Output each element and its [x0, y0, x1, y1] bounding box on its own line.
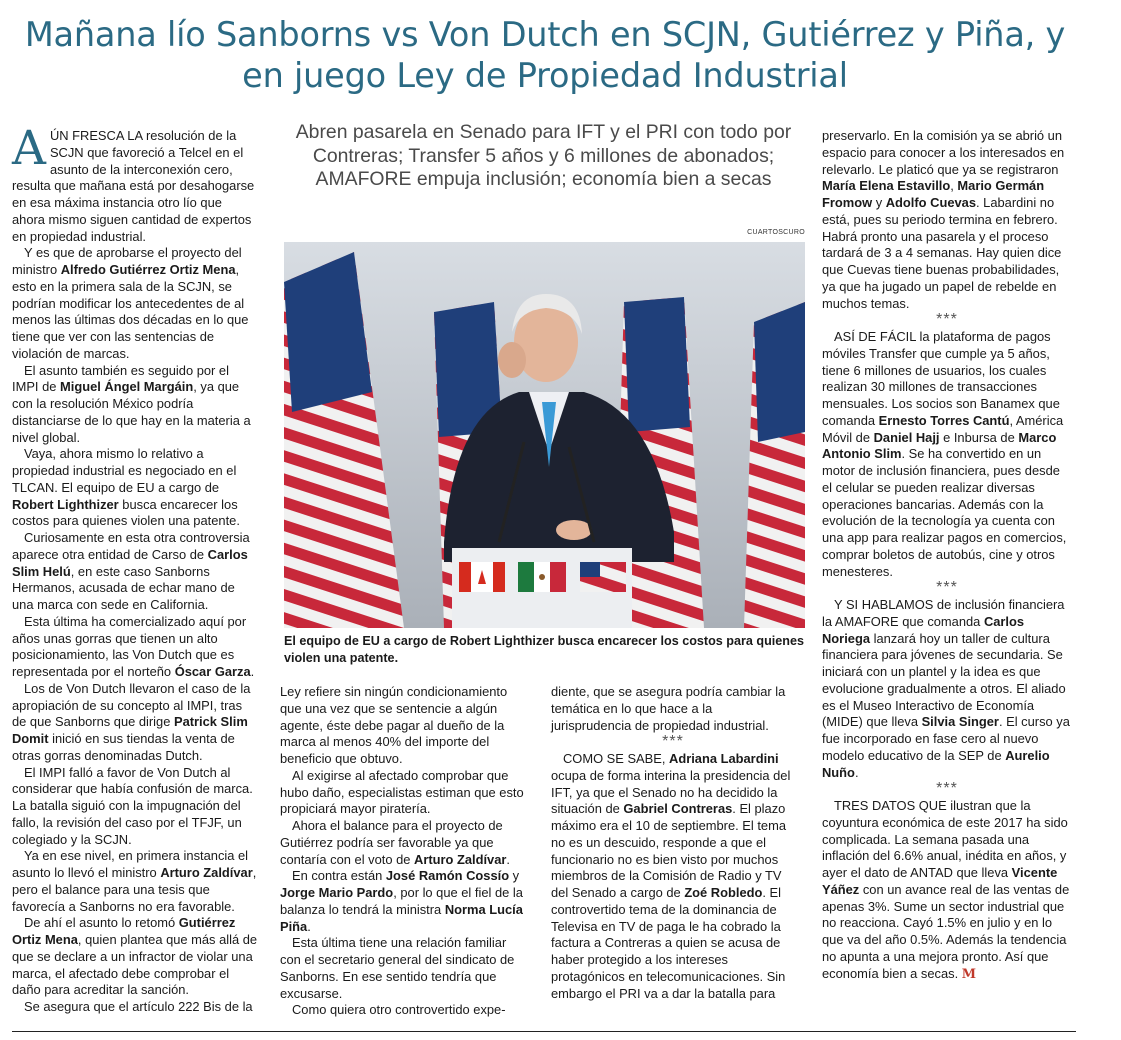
paragraph: Esta última tiene una relación familiar con el secretario general del sindicato de Sanborns. En ese sentido tendría que excusarse. — [280, 935, 515, 1001]
person-name: Gutiérrez Ortiz Mena — [12, 915, 236, 947]
lead-in: ASÍ DE FÁCIL — [834, 329, 916, 344]
section-separator: *** — [936, 311, 958, 329]
paragraph: Curiosamente en esta otra controversia aparece otra entidad de Carso de Carlos Slim Helú, en este caso Sanborns Hermanos, acusada de echar mano de una marca con sede en California. — [12, 530, 250, 612]
person-name: Arturo Zaldívar — [414, 851, 507, 867]
person-name: José Ramón Cossío — [385, 868, 510, 884]
section-separator: *** — [662, 733, 684, 751]
photo-illustration — [284, 242, 805, 628]
paragraph: ASÍ DE FÁCIL la plataforma de pagos móviles Transfer que cumple ya 5 años, tiene 6 millones de usuarios, los cuales realizan 30 millones de transacciones mensuales. Los socios son Banamex que comanda Ernesto Torres Cantú, América Móvil de Daniel Hajj e Inbursa de Marco Antonio Slim. Se ha convertido en un motor de inclusión financiera, pues desde el celular se pueden realizar diversas operaciones bancarias. Además con la evolución de la tecnología ya cuenta con una app para realizar pagos en comercios, comprar boletos de autobús, cine y otros menesteres. — [822, 329, 1067, 579]
person-name: Carlos Slim Helú — [12, 546, 248, 579]
person-name: Adriana Labardini — [669, 751, 779, 766]
lead-in: ÚN FRESCA LA — [49, 128, 143, 143]
paragraph: diente, que se asegura podría cambiar la temática en lo que hace a la jurisprudencia de propiedad industrial. — [551, 684, 786, 733]
paragraph: Esta última ha comercializado aquí por años unas gorras que tienen un alto posicionamiento, las Von Dutch que es representada por el norteño Óscar Garza. — [12, 613, 255, 679]
drop-cap: A — [12, 121, 46, 176]
person-name: Zoé Robledo — [684, 885, 763, 900]
paragraph: Ya en ese nivel, en primera instancia el asunto lo llevó el ministro Arturo Zaldívar, pero el balance para una tesis que favorecía a Sanborns no era favorable. — [12, 848, 257, 914]
column-4 — [822, 128, 1072, 983]
lead-in: COMO SE SABE, — [563, 751, 670, 766]
person-name: Robert Lighthizer — [12, 496, 119, 512]
paragraph: En contra están José Ramón Cossío y Jorge Mario Pardo, por lo que el fiel de la balanza lo tendrá la ministra Norma Lucía Piña. — [280, 868, 523, 934]
person-name: Patrick Slim Domit — [12, 714, 248, 746]
person-name: Óscar Garza — [174, 664, 251, 679]
end-mark: M — [961, 966, 977, 982]
column-2 — [280, 684, 524, 1019]
paragraph: De ahí el asunto lo retomó Gutiérrez Ortiz Mena, quien plantea que más allá de que se declare a un infractor de violar una marca, el afectado debe comprobar el daño para acreditar la sanción. — [12, 915, 258, 998]
paragraph: TRES DATOS QUE ilustran que la coyuntura económica de este 2017 ha sido complicada. La semana pasada una inflación del 6.6% anual, inédita en años, y ayer el dato de ANTAD que lleva Vicente Yáñez con un avance real de las ventas de apenas 3%. Sume un sector industrial que no reacciona. Cayó 1.5% en julio y en lo que va del año 0.5%. Además la tendencia no apunta a una mejora pronto. Así que economía bien a secas. M — [822, 798, 1070, 982]
photo-credit: CUARTOSCURO — [747, 229, 805, 236]
person-name: Adolfo Cuevas — [885, 195, 976, 210]
paragraph: Los de Von Dutch llevaron el caso de la apropiación de su concepto al IMPI, tras de que Sanborns que dirige Patrick Slim Domit inició en sus tiendas la venta de otras gorras denominadas Dutch. — [12, 680, 251, 763]
subheadline: Abren pasarela en Senado para IFT y el PRI con todo por Contreras; Transfer 5 años y 6 millones de abonados; AMAFORE empuja inclusión; economía bien a secas — [295, 121, 792, 190]
person-name: Ernesto Torres Cantú — [878, 412, 1010, 428]
column-3 — [551, 684, 795, 1002]
photo-caption: El equipo de EU a cargo de Robert Lighthizer busca encarecer los costos para quienes violen una patente. — [284, 634, 804, 665]
paragraph-text: resolución de la SCJN que favoreció a Telcel en el asunto de la interconexión cero, resulta que mañana está por desahogarse en esa máxima instancia otro lío que ahora mismo siguen cantidad de expertos en propiedad industrial. — [12, 128, 255, 244]
person-name: Marco Antonio Slim — [822, 429, 1057, 462]
paragraph: El asunto también es seguido por el IMPI de Miguel Ángel Margáin, ya que con la resolución México podría distanciarse de lo que hay en la materia a nivel global. — [12, 362, 251, 445]
section-separator: *** — [936, 780, 958, 798]
news-photo — [284, 242, 805, 628]
person-name: María Elena Estavillo — [822, 178, 951, 194]
paragraph: Se asegura que el artículo 222 Bis de la — [24, 999, 253, 1014]
section-separator: *** — [936, 579, 958, 597]
person-name: Vicente Yáñez — [822, 865, 1058, 897]
person-name: Daniel Hajj — [873, 429, 940, 445]
person-name: Jorge Mario Pardo — [280, 885, 394, 900]
paragraph: Y SI HABLAMOS de inclusión financiera la AMAFORE que comanda Carlos Noriega lanzará hoy un taller de cultura financiera para jóvenes de secundaria. Se iniciará con un plantel y la idea es que evolucione gradualmente a otros. El aliado es el Museo Interactivo de Economía (MIDE) que lleva Silvia Singer. El curso ya fue incorporado en fase cero al nuevo modelo educativo de la SEP de Aurelio Nuño. — [822, 597, 1070, 780]
bottom-rule — [12, 1031, 1076, 1032]
lead-in: TRES DATOS QUE — [834, 798, 947, 813]
person-name: Gabriel Contreras — [623, 801, 733, 817]
person-name: Norma Lucía Piña — [280, 901, 523, 934]
person-name: Alfredo Gutiérrez Ortiz Mena — [60, 262, 236, 277]
headline: Mañana lío Sanborns vs Von Dutch en SCJN, Gutiérrez y Piña, y en juego Ley de Propiedad Industrial — [24, 15, 1066, 95]
person-name: Aurelio Nuño — [822, 747, 1050, 780]
lead-in: Y SI HABLAMOS — [834, 597, 934, 612]
person-name: Miguel Ángel Margáin — [60, 379, 194, 395]
paragraph: Ley refiere sin ningún condicionamiento que una vez que se sentencie a algún agente, éste debe pagar al dueño de la marca al menos 40% del importe del beneficio que obtuvo. — [280, 684, 508, 766]
paragraph: Al exigirse al afectado comprobar que hubo daño, especialistas estiman que esto propiciará mayor piratería. — [280, 767, 524, 817]
paragraph: Y es que de aprobarse el proyecto del ministro Alfredo Gutiérrez Ortiz Mena, esto en la primera sala de la SCJN, se podrían modificar los antecedentes de al menos las últimas dos décadas en lo que tiene que ver con las sentencias de violación de marcas. — [12, 245, 249, 361]
paragraph: Como quiera otro controvertido expe- — [292, 1002, 506, 1018]
person-name: Mario Germán Fromow — [822, 178, 1045, 210]
paragraph: El IMPI falló a favor de Von Dutch al considerar que había confusión de marca. La batalla siguió con la impugnación del fallo, la revisión del caso por el TFJF, un colegiado y la SCJN. — [12, 764, 253, 847]
paragraph: COMO SE SABE, Adriana Labardini ocupa de forma interina la presidencia del IFT, ya que el Senado no ha decidido la situación de Gabriel Contreras. El plazo máximo era el 10 de septiembre. El tema no es un descuido, responde a que el funcionario no es bien visto por muchos miembros de la Comisión de Radio y TV del Senado a cargo de Zoé Robledo. El controvertido tema de la dominancia de Televisa en TV de paga le ha cobrado la factura a Contreras a quien se acusa de haber protegido a los intereses protagónicos en telecomunicaciones. Sin embargo el PRI va a dar la batalla para — [551, 751, 791, 1001]
person-name: Carlos Noriega — [822, 613, 1025, 646]
person-name: Silvia Singer — [921, 714, 999, 730]
column-1 — [12, 121, 258, 1016]
person-name: Arturo Zaldívar — [160, 865, 253, 880]
paragraph — [12, 121, 258, 245]
paragraph: preservarlo. En la comisión ya se abrió un espacio para conocer a los interesados en relevarlo. Le platicó que ya se registraron María Elena Estavillo, Mario Germán Fromow y Adolfo Cuevas. Labardini no está, pues su periodo termina en febrero. Habrá pronto una pasarela y el proceso tardará de 3 a 4 semanas. Hay quien dice que Cuevas tiene buenas probabilidades, ya que ha jugado un papel de rebelde en muchos temas. — [822, 128, 1065, 311]
paragraph: Vaya, ahora mismo lo relativo a propiedad industrial es negociado en el TLCAN. El equipo de EU a cargo de Robert Lighthizer busca encarecer los costos para quienes violen una patente. — [12, 446, 240, 529]
paragraph: Ahora el balance para el proyecto de Gutiérrez podría ser favorable ya que contaría con el voto de Arturo Zaldívar. — [280, 818, 511, 867]
